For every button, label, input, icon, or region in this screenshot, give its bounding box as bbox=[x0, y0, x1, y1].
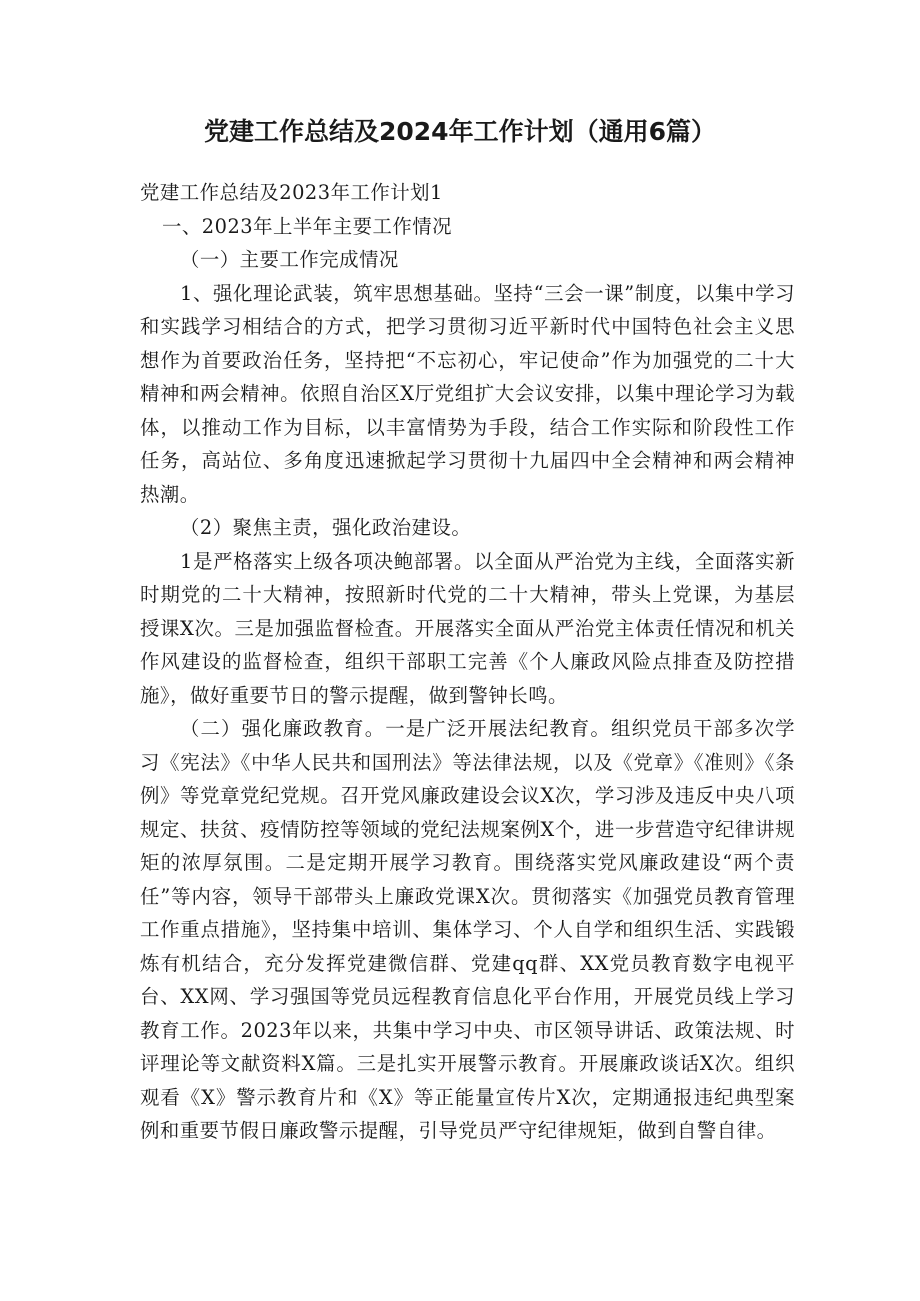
paragraph: （二）强化廉政教育。一是广泛开展法纪教育。组织党员干部多次学习《宪法》《中华人民共和国刑法》等法律法规，以及《党章》《准则》《条例》等党章党纪党规。召开党风廉政建设会议X次，学习涉及违反中央八项规定、扶贫、疫情防控等领域的党纪法规案例X个，进一步营造守纪律讲规矩的浓厚氛围。二是定期开展学习教育。围绕落实党风廉政建设“两个责任”等内容，领导干部带头上廉政党课X次。贯彻落实《加强党员教育管理工作重点措施》，坚持集中培训、集体学习、个人自学和组织生活、实践锻炼有机结合，充分发挥党建微信群、党建qq群、XX党员教育数字电视平台、XX网、学习强国等党员远程教育信息化平台作用，开展党员线上学习教育工作。2023年以来，共集中学习中央、市区领导讲话、政策法规、时评理论等文献资料X篇。三是扎实开展警示教育。开展廉政谈话X次。组织观看《X》警示教育片和《X》等正能量宣传片X次，定期通报违纪典型案例和重要节假日廉政警示提醒，引导党员严守纪律规矩，做到自警自律。 bbox=[140, 717, 795, 1142]
subsection-heading: （一）主要工作完成情况 bbox=[180, 248, 399, 271]
paragraph: 1、强化理论武装，筑牢思想基础。坚持“三会一课”制度，以集中学习和实践学习相结合的方式，把学习贯彻习近平新时代中国特色社会主义思想作为首要政治任务，坚持把“不忘初心，牢记使命”作为加强党的二十大精神和两会精神。依照自治区X厅党组扩大会议安排，以集中理论学习为载体，以推动工作为目标，以丰富情势为手段，结合工作实际和阶段性工作任务，高站位、多角度迅速掀起学习贯彻十九届四中全会精神和两会精神热潮。 bbox=[140, 281, 795, 506]
document-title: 党建工作总结及2024年工作计划（通用6篇） bbox=[204, 117, 716, 146]
subsection-heading: （2）聚焦主责，强化政治建设。 bbox=[180, 516, 472, 539]
paragraph: 1是严格落实上级各项决鲍部署。以全面从严治党为主线，全面落实新时期党的二十大精神，按照新时代党的二十大精神，带头上党课，为基层授课X次。三是加强监督检査。开展落实全面从严治党主体责任情况和机关作风建设的监督检查，组织干部职工完善《个人廉政风险点排查及防控措施》，做好重要节日的警示提醒，做到警钟长鸣。 bbox=[140, 549, 795, 707]
section-heading: 一、2023年上半年主要工作情况 bbox=[162, 214, 453, 238]
document-subtitle: 党建工作总结及2023年工作计划1 bbox=[140, 181, 443, 204]
document-body bbox=[140, 176, 795, 1148]
